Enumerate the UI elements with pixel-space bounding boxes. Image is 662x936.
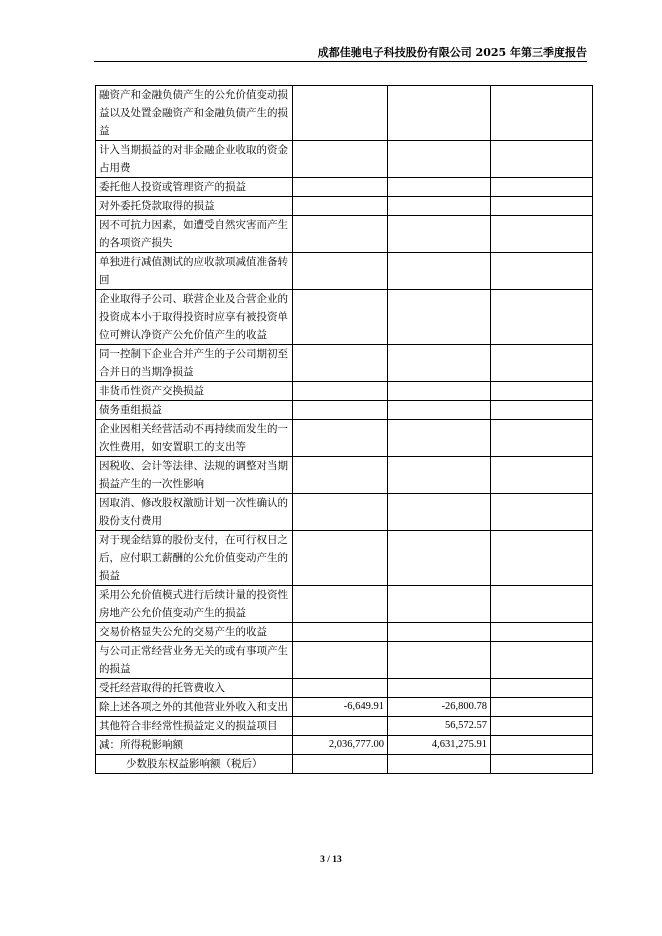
cell-remark (491, 642, 593, 679)
row-label: 对外委托贷款取得的损益 (96, 197, 293, 216)
cell-year-to-date (388, 382, 491, 401)
cell-remark (491, 623, 593, 642)
cell-year-to-date (388, 197, 491, 216)
cell-year-to-date (388, 86, 491, 141)
cell-remark (491, 755, 593, 774)
row-label: 对于现金结算的股份支付，在可行权日之后，应付职工薪酬的公允价值变动产生的损益 (96, 531, 293, 586)
cell-current-period (293, 253, 388, 290)
table-row (96, 586, 593, 623)
cell-current-period (293, 216, 388, 253)
row-label: 因不可抗力因素，如遭受自然灾害而产生的各项资产损失 (96, 216, 293, 253)
table-row (96, 401, 593, 420)
cell-remark (491, 197, 593, 216)
cell-year-to-date: 4,631,275.91 (388, 736, 491, 755)
row-label: 非货币性资产交换损益 (96, 382, 293, 401)
cell-remark (491, 401, 593, 420)
row-label: 交易价格显失公允的交易产生的收益 (96, 623, 293, 642)
cell-year-to-date (388, 345, 491, 382)
cell-year-to-date (388, 216, 491, 253)
cell-current-period (293, 197, 388, 216)
cell-current-period (293, 290, 388, 345)
cell-year-to-date (388, 290, 491, 345)
page-number: 3 / 13 (320, 855, 342, 865)
cell-remark (491, 586, 593, 623)
cell-year-to-date: 56,572.57 (388, 717, 491, 736)
table-row (96, 382, 593, 401)
table-row (96, 717, 593, 736)
table-row (96, 494, 593, 531)
cell-remark (491, 141, 593, 178)
cell-remark (491, 420, 593, 457)
cell-current-period (293, 494, 388, 531)
cell-current-period (293, 141, 388, 178)
row-label: 减：所得税影响额 (96, 736, 293, 755)
row-label: 除上述各项之外的其他营业外收入和支出 (96, 698, 293, 717)
row-label: 采用公允价值模式进行后续计量的投资性房地产公允价值变动产生的损益 (96, 586, 293, 623)
table-row (96, 216, 593, 253)
row-label: 单独进行减值测试的应收款项减值准备转回 (96, 253, 293, 290)
cell-year-to-date (388, 253, 491, 290)
table-row (96, 141, 593, 178)
row-label: 债务重组损益 (96, 401, 293, 420)
cell-current-period (293, 86, 388, 141)
row-label: 其他符合非经常性损益定义的损益项目 (96, 717, 293, 736)
cell-current-period (293, 420, 388, 457)
cell-remark (491, 345, 593, 382)
cell-current-period (293, 755, 388, 774)
table-row (96, 679, 593, 698)
table-row (96, 178, 593, 197)
table-row (96, 736, 593, 755)
row-label: 计入当期损益的对非金融企业收取的资金占用费 (96, 141, 293, 178)
cell-year-to-date (388, 642, 491, 679)
cell-remark (491, 717, 593, 736)
row-label: 同一控制下企业合并产生的子公司期初至合并日的当期净损益 (96, 345, 293, 382)
cell-year-to-date (388, 141, 491, 178)
cell-remark (491, 457, 593, 494)
cell-current-period: -6,649.91 (293, 698, 388, 717)
table-row (96, 345, 593, 382)
cell-remark (491, 698, 593, 717)
table-row (96, 531, 593, 586)
cell-remark (491, 531, 593, 586)
row-label: 因税收、会计等法律、法规的调整对当期损益产生的一次性影响 (96, 457, 293, 494)
cell-year-to-date (388, 623, 491, 642)
table-row (96, 253, 593, 290)
cell-remark (491, 290, 593, 345)
cell-remark (491, 216, 593, 253)
cell-year-to-date (388, 531, 491, 586)
cell-year-to-date (388, 679, 491, 698)
cell-year-to-date (388, 457, 491, 494)
cell-current-period (293, 717, 388, 736)
cell-year-to-date (388, 755, 491, 774)
cell-remark (491, 736, 593, 755)
cell-year-to-date (388, 494, 491, 531)
cell-current-period (293, 382, 388, 401)
cell-current-period (293, 586, 388, 623)
table-row (96, 457, 593, 494)
row-label: 因取消、修改股权激励计划一次性确认的股份支付费用 (96, 494, 293, 531)
cell-year-to-date: -26,800.78 (388, 698, 491, 717)
row-label: 企业取得子公司、联营企业及合营企业的投资成本小于取得投资时应享有被投资单位可辨认净资产公允价值产生的收益 (96, 290, 293, 345)
row-label: 受托经营取得的托管费收入 (96, 679, 293, 698)
cell-remark (491, 178, 593, 197)
cell-current-period (293, 457, 388, 494)
table-row (96, 197, 593, 216)
cell-remark (491, 679, 593, 698)
cell-current-period (293, 401, 388, 420)
cell-year-to-date (388, 401, 491, 420)
non-recurring-gains-losses-table (95, 85, 593, 774)
cell-year-to-date (388, 178, 491, 197)
row-label: 委托他人投资或管理资产的损益 (96, 178, 293, 197)
cell-current-period (293, 345, 388, 382)
table-row (96, 420, 593, 457)
table-row (96, 642, 593, 679)
cell-current-period (293, 623, 388, 642)
table-row (96, 86, 593, 141)
cell-remark (491, 382, 593, 401)
header-divider (94, 61, 587, 62)
row-label: 融资产和金融负债产生的公允价值变动损益以及处置金融资产和金融负债产生的损益 (96, 86, 293, 141)
row-label: 与公司正常经营业务无关的或有事项产生的损益 (96, 642, 293, 679)
cell-current-period (293, 531, 388, 586)
cell-current-period (293, 178, 388, 197)
cell-year-to-date (388, 420, 491, 457)
table-row (96, 623, 593, 642)
row-label: 少数股东权益影响额（税后） (96, 755, 293, 774)
cell-year-to-date (388, 586, 491, 623)
report-header-title: 成都佳驰电子科技股份有限公司 2025 年第三季度报告 (317, 46, 587, 59)
cell-remark (491, 253, 593, 290)
cell-remark (491, 86, 593, 141)
row-label: 企业因相关经营活动不再持续而发生的一次性费用，如安置职工的支出等 (96, 420, 293, 457)
table-row (96, 755, 593, 774)
cell-remark (491, 494, 593, 531)
cell-current-period (293, 642, 388, 679)
cell-current-period: 2,036,777.00 (293, 736, 388, 755)
table-row (96, 290, 593, 345)
table-row (96, 698, 593, 717)
cell-current-period (293, 679, 388, 698)
